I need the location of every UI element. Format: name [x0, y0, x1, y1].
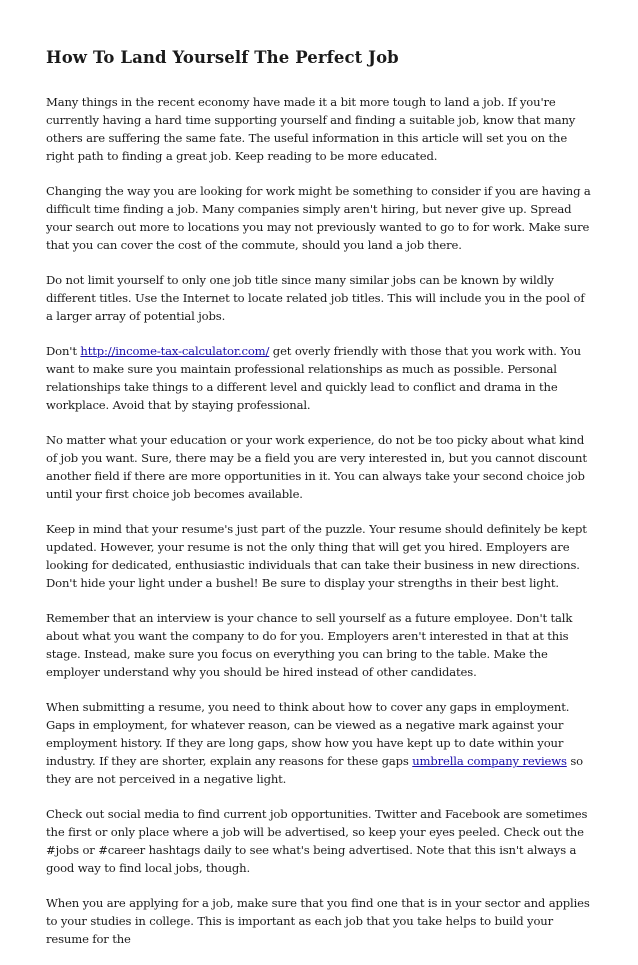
paragraph-4-before: Don't	[46, 344, 81, 358]
paragraph-3: Do not limit yourself to only one job title since many similar jobs can be known by wildly different titles. Use the Internet to locate related job titles. This will include you in the pool of a larger array of potential jobs.	[46, 273, 585, 323]
umbrella-company-reviews-link[interactable]: umbrella company reviews	[412, 754, 567, 768]
paragraph-8-before: When submitting a resume, you need to think about how to cover any gaps in employment. Gaps in employment, for whatever reason, can be viewed as a negative mark against your employment history. If they are long gaps, show how you have kept up to date within your industry. If they are shorter, explain any reasons for these gaps	[46, 700, 570, 768]
page-title: How To Land Yourself The Perfect Job	[46, 48, 399, 67]
paragraph-2: Changing the way you are looking for work might be something to consider if you are having a difficult time finding a job. Many companies simply aren't hiring, but never give up. Spread your search out more to locations you may not previously wanted to go to for work. Make sure that you can cover the cost of the commute, should you land a job there.	[46, 184, 591, 252]
paragraph-1: Many things in the recent economy have made it a bit more tough to land a job. If you're currently having a hard time supporting yourself and finding a suitable job, know that many others are suffering the same fate. The useful information in this article will set you on the right path to finding a great job. Keep reading to be more educated.	[46, 95, 576, 163]
paragraph-6: Keep in mind that your resume's just part of the puzzle. Your resume should definitely be kept updated. However, your resume is not the only thing that will get you hired. Employers are looking for dedicated, enthusiastic individuals that can take their business in new directions. Don't hide your light under a bushel! Be sure to display your strengths in their best light.	[46, 522, 587, 590]
income-tax-calculator-link[interactable]: http://income-tax-calculator.com/	[80, 344, 270, 358]
paragraph-8	[46, 698, 594, 788]
paragraph-5: No matter what your education or your work experience, do not be too picky about what kind of job you want. Sure, there may be a field you are very interested in, but you cannot discount another field if there are more opportunities in it. You can always take your second choice job until your first choice job becomes available.	[46, 433, 587, 501]
paragraph-9: Check out social media to find current job opportunities. Twitter and Facebook are sometimes the first or only place where a job will be advertised, so keep your eyes peeled. Check out the #jobs or #career hashtags daily to see what's being advertised. Note that this isn't always a good way to find local jobs, though.	[46, 807, 588, 875]
paragraph-4-after: get overly friendly with those that you work with. You want to make sure you maintain professional relationships as much as possible. Personal relationships take things to a different level and quickly lead to conflict and drama in the workplace. Avoid that by staying professional.	[46, 344, 581, 412]
paragraph-4	[46, 342, 594, 414]
paragraph-8-after: so they are not perceived in a negative light.	[46, 754, 583, 786]
paragraph-7: Remember that an interview is your chance to sell yourself as a future employee. Don't talk about what you want the company to do for you. Employers aren't interested in that at this stage. Instead, make sure you focus on everything you can bring to the table. Make the employer understand why you should be hired instead of other candidates.	[46, 611, 573, 679]
paragraph-10: When you are applying for a job, make sure that you find one that is in your sector and applies to your studies in college. This is important as each job that you take helps to build your resume for the	[46, 896, 590, 946]
document-page	[46, 48, 594, 965]
